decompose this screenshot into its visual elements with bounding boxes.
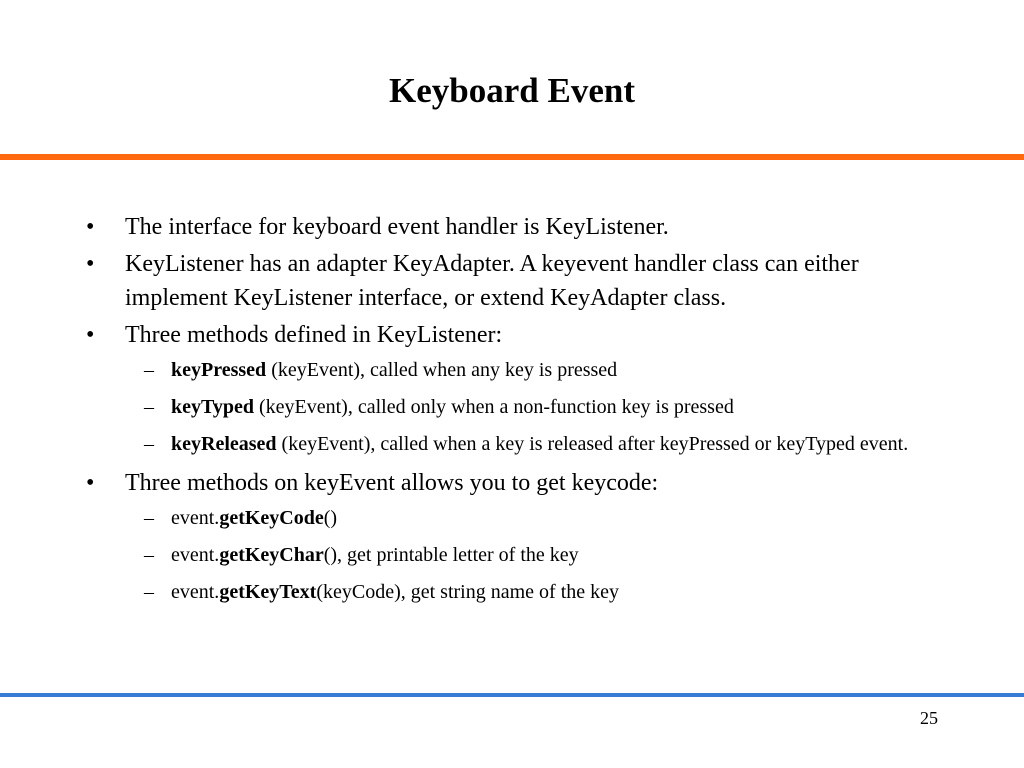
- method-prefix: event.: [171, 581, 220, 603]
- method-name: getKeyChar: [219, 544, 324, 566]
- method-name: getKeyText: [219, 581, 317, 603]
- bullet-item: [0, 210, 1024, 244]
- bullet-item: [0, 318, 1024, 352]
- bullet-text: KeyListener has an adapter KeyAdapter. A keyevent handler class can either implement KeyListener interface, or extend KeyAdapter class.: [125, 251, 859, 311]
- dash-marker: –: [144, 507, 154, 529]
- method-description: (keyCode), get string name of the key: [316, 581, 620, 603]
- bullet-list: [0, 210, 1024, 614]
- sub-bullet-text: [171, 392, 931, 422]
- top-accent-rule: [0, 154, 1024, 160]
- sub-bullet-item: [0, 429, 1024, 459]
- sub-bullet-text: [171, 577, 931, 607]
- method-name: keyPressed: [171, 359, 267, 381]
- bullet-marker: •: [86, 214, 95, 240]
- method-description: (keyEvent), called only when a non-function key is pressed: [253, 396, 734, 418]
- method-prefix: event.: [171, 544, 220, 566]
- bullet-text: Three methods on keyEvent allows you to get keycode:: [125, 470, 659, 496]
- sub-bullet-text: [171, 429, 931, 459]
- dash-marker: –: [144, 396, 154, 418]
- sub-bullet-item: [0, 392, 1024, 422]
- sub-bullet-item: [0, 503, 1024, 533]
- page-number: 25: [920, 708, 938, 728]
- method-description: (), get printable letter of the key: [323, 544, 579, 566]
- dash-marker: –: [144, 544, 154, 566]
- method-name: keyTyped: [171, 396, 254, 418]
- method-prefix: event.: [171, 507, 220, 529]
- sub-bullet-text: [171, 540, 931, 570]
- sub-bullet-text: [171, 355, 931, 385]
- method-name: keyReleased: [171, 433, 277, 455]
- dash-marker: –: [144, 433, 154, 455]
- slide-title: Keyboard Event: [389, 71, 635, 110]
- bullet-text: The interface for keyboard event handler is KeyListener.: [125, 214, 669, 240]
- bullet-marker: •: [86, 251, 95, 277]
- sub-bullet-item: [0, 577, 1024, 607]
- bullet-item: [0, 247, 1024, 315]
- sub-bullet-text: [171, 503, 931, 533]
- sub-bullet-item: [0, 355, 1024, 385]
- sub-bullet-item: [0, 540, 1024, 570]
- bullet-item: [0, 466, 1024, 500]
- method-description: (keyEvent), called when a key is released after keyPressed or keyTyped event.: [276, 433, 909, 455]
- dash-marker: –: [144, 359, 154, 381]
- bottom-accent-rule: [0, 693, 1024, 697]
- method-name: getKeyCode: [219, 507, 324, 529]
- method-description: (): [323, 507, 338, 529]
- bullet-marker: •: [86, 322, 95, 348]
- bullet-text: Three methods defined in KeyListener:: [125, 322, 503, 348]
- method-description: (keyEvent), called when any key is pressed: [266, 359, 618, 381]
- dash-marker: –: [144, 581, 154, 603]
- bullet-marker: •: [86, 470, 95, 496]
